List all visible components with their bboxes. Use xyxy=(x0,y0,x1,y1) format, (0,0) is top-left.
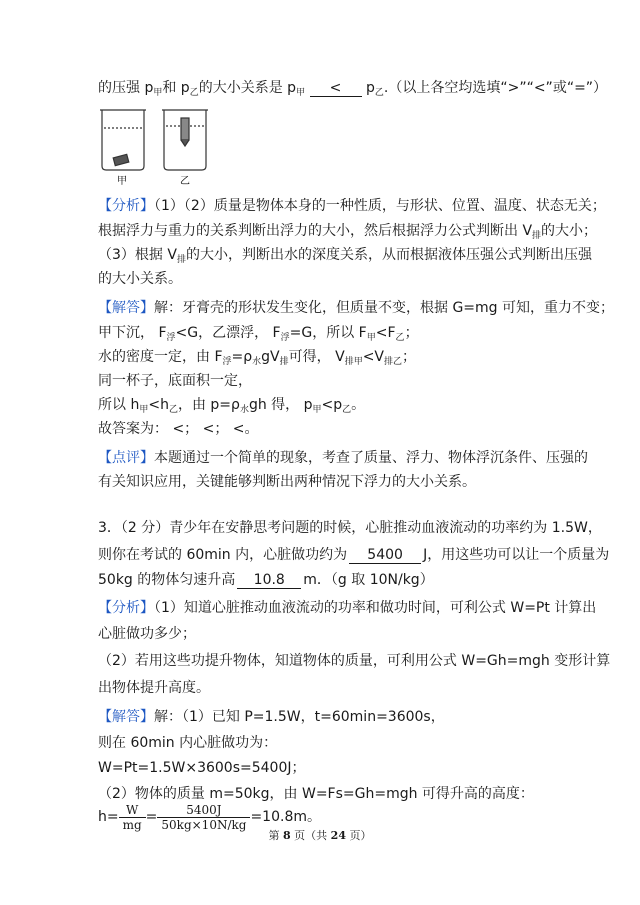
page-total: 24 xyxy=(330,829,346,842)
analysis-line: 根据浮力与重力的关系判断出浮力的大小，然后根据浮力公式判断出 $V_排$的大小； xyxy=(98,223,598,241)
question-line: 的压强 $p_甲$和 $p_乙$的大小关系是 $p_甲 < p_乙$.（以上各空均选填“>”“<”或“=”） xyxy=(98,80,608,98)
label-jia: 甲 xyxy=(117,176,127,186)
solution-line: 【解答】解：（1）已知 P=1.5W，t=60min=3600s， xyxy=(98,709,445,725)
analysis-line: （2）若用这些功提升物体，知道物体的质量，可利用公式 W=Gh=mgh 变形计算 xyxy=(98,653,611,669)
answer-blank: 5400 xyxy=(349,547,421,564)
analysis-line: 【分析】（1）（2）质量是物体本身的一种性质，与形状、位置、温度、状态无关； xyxy=(98,198,606,214)
page-number: 8 xyxy=(283,829,291,842)
label-yi: 乙 xyxy=(180,176,190,186)
page-footer: 第 8 页（共 24 页） xyxy=(268,829,372,842)
solution-line: 甲下沉， $F_浮<G$，乙漂浮， $F_浮=G$，所以 $F_甲<F_乙$； xyxy=(98,325,419,343)
analysis-line: 的大小关系。 xyxy=(98,271,182,287)
solution-line: 所以 $h_甲<h_乙$，由 $p=\rho_水gh$ 得， $p_甲<p_乙$。 xyxy=(98,397,366,415)
beaker-jia-icon xyxy=(100,110,146,170)
analysis-line: 【分析】（1）知道心脏推动血液流动的功率和做功时间，可利公式 W=Pt 计算出 xyxy=(98,600,597,616)
solution-line: 则在 60min 内心脏做功为： xyxy=(98,735,278,751)
analysis-line: 出物体提升高度。 xyxy=(98,680,210,696)
answer-blank: 10.8 xyxy=(237,572,301,589)
solution-line: 水的密度一定，由 $F_浮=\rho_水gV_排$可得， $V_{排甲}<V_{排乙}$； xyxy=(98,349,417,367)
solution-line: （2）物体的质量 m=50kg，由 W=Fs=Gh=mgh 可得升高的高度： xyxy=(98,786,534,802)
comment-line: 【点评】本题通过一个简单的现象，考查了质量、浮力、物体浮沉条件、压强的 xyxy=(98,450,588,466)
solution-line: W=Pt=1.5W×3600s=5400J； xyxy=(98,760,306,776)
analysis-tag: 【分析】 xyxy=(98,600,154,616)
beaker-figure xyxy=(96,104,216,186)
comment-line: 有关知识应用，关键能够判断出两种情况下浮力的大小关系。 xyxy=(98,474,476,490)
question-line: 50kg 的物体匀速升高 10.8 m．（g 取 10N/kg） xyxy=(98,572,434,588)
analysis-line: （3）根据 $V_排$的大小，判断出水的深度关系，从而根据液体压强公式判断出压强 xyxy=(98,247,592,265)
beaker-yi-icon xyxy=(162,110,208,170)
solution-line: 【解答】解：牙膏壳的形状发生变化，但质量不变，根据 G=mg 可知，重力不变； xyxy=(98,300,615,316)
fraction: $\frac{W}{mg}$ xyxy=(119,803,146,832)
solution-tag: 【解答】 xyxy=(98,300,154,316)
solution-line: 故答案为： <； <； <。 xyxy=(98,421,259,437)
solution-line: 同一杯子，底面积一定， xyxy=(98,373,252,389)
analysis-tag: 【分析】 xyxy=(98,198,154,214)
fraction: $\frac{5400J}{50kg\times 10N/kg}$ xyxy=(157,803,250,832)
analysis-line: 心脏做功多少； xyxy=(98,626,196,642)
comment-tag: 【点评】 xyxy=(98,450,154,466)
solution-tag: 【解答】 xyxy=(98,709,154,725)
formula-line: h= $\frac{W}{mg}$ = $\frac{5400J}{50kg\times 10N/kg}$ =10.8m。 xyxy=(98,802,321,832)
question-line: 则你在考试的 60min 内，心脏做功约为 5400 J，用这些功可以让一个质量为 xyxy=(98,547,610,563)
answer-blank: < xyxy=(310,80,362,97)
question-line: 3．（2 分）青少年在安静思考问题的时候，心脏推动血液流动的功率约为 1.5W， xyxy=(98,520,602,536)
